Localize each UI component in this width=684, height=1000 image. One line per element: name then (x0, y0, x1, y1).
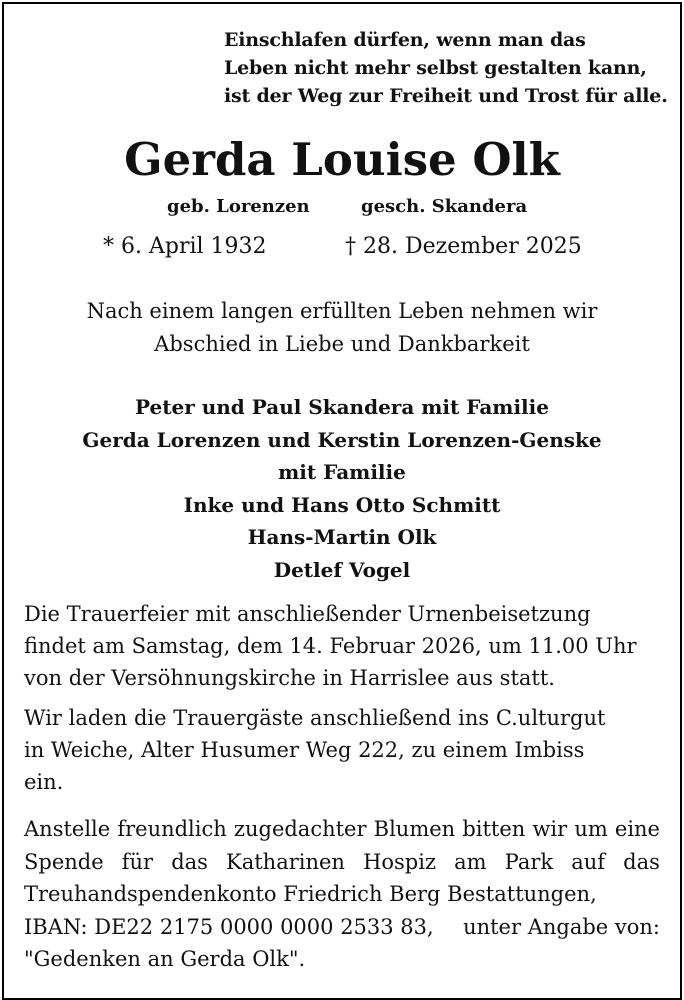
farewell-text (0, 295, 684, 361)
donation-word: bitten (462, 817, 526, 841)
reception-line: in Weiche, Alter Husumer Weg 222, zu einem Imbiss (24, 738, 585, 762)
mourner-line: mit Familie (278, 460, 406, 484)
iban-text: IBAN: DE22 2175 0000 0000 2533 83, (24, 914, 434, 939)
motto-line: Leben nicht mehr selbst gestalten kann, (224, 57, 647, 79)
donation-line: Treuhandspendenkonto Friedrich Berg Bestattungen, (24, 882, 597, 906)
donation-word: am (454, 849, 487, 874)
donation-paragraph (24, 813, 660, 976)
reception-paragraph (24, 702, 660, 798)
motto-line: Einschlafen dürfen, wenn man das (224, 29, 586, 51)
deceased-name: Gerda Louise Olk (124, 133, 560, 186)
ceremony-line: von der Versöhnungskirche in Harrislee aus statt. (24, 666, 555, 690)
donation-word: Spende (24, 849, 104, 874)
donation-word: Blumen (373, 817, 456, 841)
donation-word: Park (504, 849, 554, 874)
mourner-line: Hans-Martin Olk (247, 525, 437, 549)
donation-word: zugedachter (233, 817, 367, 841)
donation-word: für (121, 849, 154, 874)
mourner-line: Detlef Vogel (273, 557, 411, 582)
reception-line: ein. (24, 770, 64, 794)
donation-word: wir (532, 817, 568, 841)
motto-line: ist der Weg zur Freiheit und Trost für alle. (224, 85, 668, 107)
donation-word: um (574, 817, 608, 841)
mourner-line: Peter und Paul Skandera mit Familie (135, 395, 549, 419)
donation-word: das (171, 849, 208, 874)
donation-word: eine (614, 817, 660, 841)
motto-verse (224, 26, 674, 110)
farewell-line: Nach einem langen erfüllten Leben nehmen wir (86, 299, 598, 323)
donation-word: auf (571, 849, 606, 874)
ceremony-line: findet am Samstag, dem 14. Februar 2026, um 11.00 Uhr (24, 634, 637, 658)
donation-word: freundlich (117, 817, 227, 841)
reception-line: Wir laden die Trauergäste anschließend ins C.ulturgut (24, 706, 606, 730)
donation-line (24, 846, 660, 879)
mourners-list (0, 391, 684, 586)
donation-line (24, 911, 660, 944)
donation-line (24, 813, 660, 846)
birth-date: * 6. April 1932 (103, 234, 267, 259)
born-name: geb. Lorenzen (167, 196, 310, 217)
donation-word: Hospiz (363, 849, 437, 874)
donation-reference: "Gedenken an Gerda Olk". (24, 947, 306, 971)
reference-label: unter Angabe von: (463, 914, 660, 939)
donation-word: das (623, 849, 660, 874)
death-date: † 28. Dezember 2025 (345, 234, 582, 259)
donation-word: Anstelle (24, 817, 111, 841)
mourner-line: Inke und Hans Otto Schmitt (183, 492, 501, 517)
ceremony-paragraph (24, 598, 660, 694)
mourner-line: Gerda Lorenzen und Kerstin Lorenzen-Genske (82, 427, 602, 452)
farewell-line: Abschied in Liebe und Dankbarkeit (154, 332, 530, 356)
ceremony-line: Die Trauerfeier mit anschließender Urnenbeisetzung (24, 602, 591, 626)
donation-word: Katharinen (226, 849, 345, 874)
divorced-name: gesch. Skandera (361, 196, 528, 217)
